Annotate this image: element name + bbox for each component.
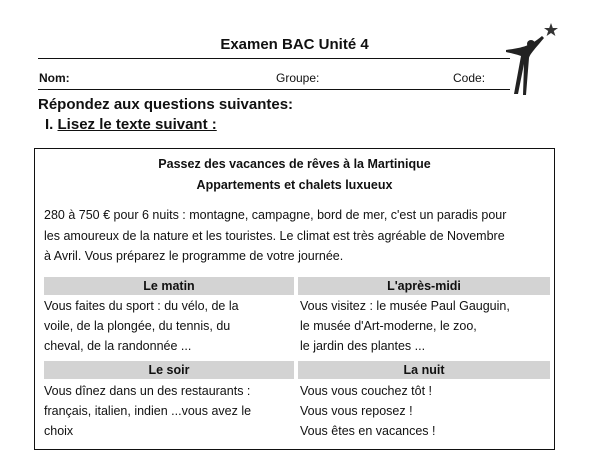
nuit-line: Vous vous reposez ! bbox=[300, 404, 413, 418]
nuit-text bbox=[300, 381, 550, 441]
apres-midi-line: Vous visitez : le musée Paul Gauguin, bbox=[300, 299, 510, 313]
apres-midi-heading: L'après-midi bbox=[298, 277, 550, 295]
apres-midi-line: le musée d'Art-moderne, le zoo, bbox=[300, 319, 477, 333]
soir-line: français, italien, indien ...vous avez le bbox=[44, 404, 252, 418]
header-bottom-rule bbox=[38, 89, 510, 90]
nuit-line: Vous êtes en vacances ! bbox=[300, 424, 436, 438]
matin-line: voile, de la plongée, du tennis, du bbox=[44, 319, 231, 333]
header-top-rule bbox=[38, 58, 510, 59]
reading-text-box bbox=[34, 148, 555, 450]
intro-line: 280 à 750 € pour 6 nuits : montagne, campagne, bord de mer, c'est un paradis pour bbox=[44, 208, 507, 222]
nom-label: Nom: bbox=[39, 71, 70, 85]
nuit-line: Vous vous couchez tôt ! bbox=[300, 384, 433, 398]
apres-midi-line: le jardin des plantes ... bbox=[300, 339, 426, 353]
matin-text bbox=[44, 296, 294, 356]
section-number: I. bbox=[45, 116, 54, 133]
intro-line: les amoureux de la nature et les touristes. Le climat est très agréable de Novembre bbox=[44, 228, 505, 243]
groupe-label: Groupe: bbox=[276, 71, 320, 85]
intro-paragraph bbox=[44, 205, 549, 267]
section-title: Lisez le texte suivant : bbox=[57, 116, 217, 133]
matin-line: cheval, de la randonnée ... bbox=[44, 339, 192, 353]
text-subtitle: Appartements et chalets luxueux bbox=[196, 178, 393, 192]
soir-line: choix bbox=[44, 424, 74, 438]
star-figure-logo-icon bbox=[496, 20, 566, 96]
section-heading bbox=[45, 116, 217, 133]
code-label: Code: bbox=[453, 71, 486, 85]
nuit-heading: La nuit bbox=[298, 361, 550, 379]
matin-line: Vous faites du sport : du vélo, de la bbox=[44, 299, 239, 313]
soir-heading: Le soir bbox=[44, 361, 294, 379]
matin-heading: Le matin bbox=[44, 277, 294, 295]
apres-midi-text bbox=[300, 296, 550, 356]
exam-title: Examen BAC Unité 4 bbox=[220, 36, 369, 53]
soir-text bbox=[44, 381, 294, 441]
intro-line: à Avril. Vous préparez le programme de votre journée. bbox=[44, 249, 344, 263]
instruction-heading: Répondez aux questions suivantes: bbox=[38, 96, 294, 113]
soir-line: Vous dînez dans un des restaurants : bbox=[44, 384, 251, 398]
text-title: Passez des vacances de rêves à la Martinique bbox=[158, 157, 431, 171]
